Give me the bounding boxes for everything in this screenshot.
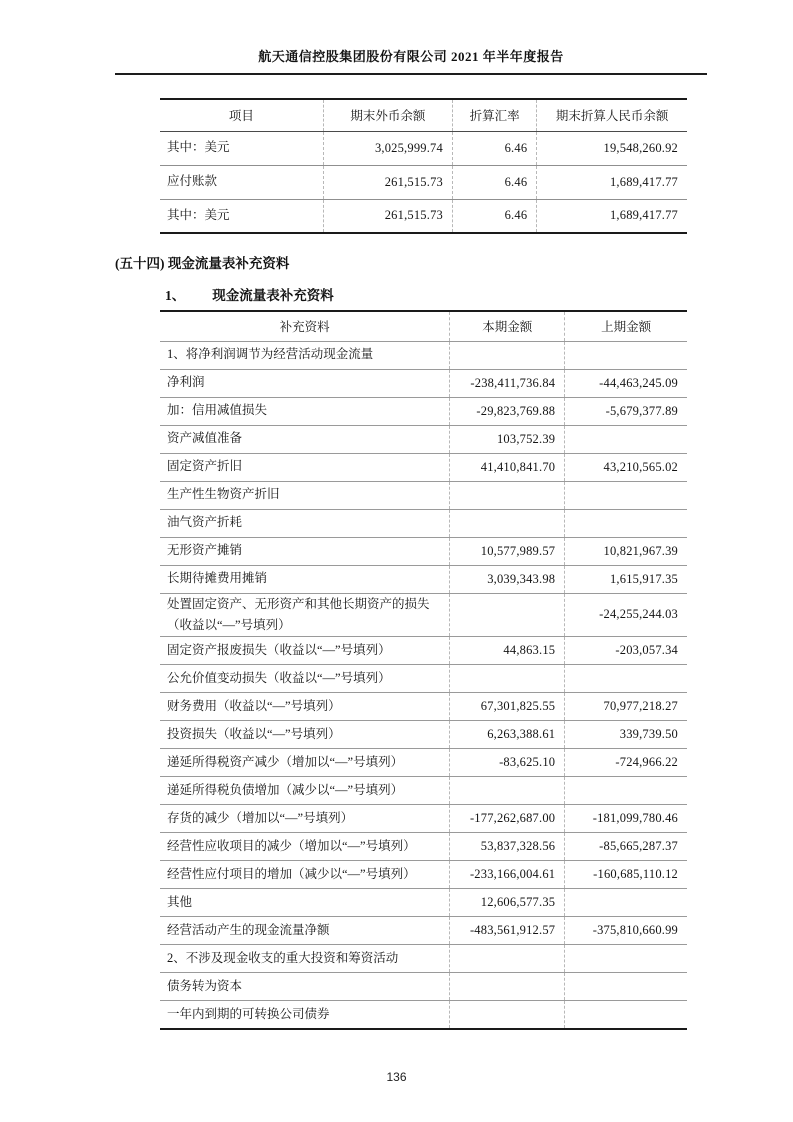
table-row xyxy=(160,777,687,805)
table-row xyxy=(160,665,687,693)
label-cell: 递延所得税负债增加（减少以“—”号填列） xyxy=(160,777,450,805)
foreign-currency-table xyxy=(160,98,687,234)
table-row xyxy=(160,131,687,165)
label-cell: 油气资产折耗 xyxy=(160,509,450,537)
label-cell: 投资损失（收益以“—”号填列） xyxy=(160,721,450,749)
amount-cell xyxy=(450,1001,565,1029)
amount-cell: 261,515.73 xyxy=(323,199,452,233)
amount-cell xyxy=(565,509,687,537)
amount-cell xyxy=(565,777,687,805)
label-cell: 无形资产摊销 xyxy=(160,537,450,565)
table-row xyxy=(160,917,687,945)
amount-cell: 103,752.39 xyxy=(450,425,565,453)
label-cell: 财务费用（收益以“—”号填列） xyxy=(160,693,450,721)
label-cell: 净利润 xyxy=(160,369,450,397)
label-cell: 债务转为资本 xyxy=(160,973,450,1001)
table-row xyxy=(160,805,687,833)
label-cell: 经营性应收项目的减少（增加以“—”号填列） xyxy=(160,833,450,861)
amount-cell: -24,255,244.03 xyxy=(565,593,687,637)
label-cell: 资产减值准备 xyxy=(160,425,450,453)
amount-cell xyxy=(450,777,565,805)
table-row xyxy=(160,199,687,233)
sub-section-number: 1、 xyxy=(165,288,186,303)
label-cell: 固定资产折旧 xyxy=(160,453,450,481)
amount-cell: -160,685,110.12 xyxy=(565,861,687,889)
table-row xyxy=(160,637,687,665)
table-row xyxy=(160,889,687,917)
amount-cell: 41,410,841.70 xyxy=(450,453,565,481)
amount-cell: -85,665,287.37 xyxy=(565,833,687,861)
label-cell: 生产性生物资产折旧 xyxy=(160,481,450,509)
amount-cell xyxy=(450,945,565,973)
amount-cell xyxy=(565,1001,687,1029)
amount-cell xyxy=(565,973,687,1001)
label-cell: 应付账款 xyxy=(160,165,323,199)
column-header-rmb-balance: 期末折算人民币余额 xyxy=(537,99,687,131)
sub-section-heading xyxy=(165,284,793,304)
amount-cell xyxy=(565,341,687,369)
column-header-supplement-info: 补充资料 xyxy=(160,311,450,341)
column-header-foreign-balance: 期末外币余额 xyxy=(323,99,452,131)
column-header-current-period: 本期金额 xyxy=(450,311,565,341)
table-row xyxy=(160,833,687,861)
table-row xyxy=(160,481,687,509)
amount-cell: -238,411,736.84 xyxy=(450,369,565,397)
amount-cell: 6.46 xyxy=(452,199,536,233)
table-row xyxy=(160,565,687,593)
amount-cell: -181,099,780.46 xyxy=(565,805,687,833)
table-row xyxy=(160,453,687,481)
amount-cell xyxy=(450,341,565,369)
table-header-row xyxy=(160,311,687,341)
table-row xyxy=(160,749,687,777)
amount-cell xyxy=(450,481,565,509)
amount-cell xyxy=(450,509,565,537)
label-cell: 一年内到期的可转换公司债券 xyxy=(160,1001,450,1029)
table-row xyxy=(160,397,687,425)
label-cell: 2、不涉及现金收支的重大投资和筹资活动 xyxy=(160,945,450,973)
column-header-item: 项目 xyxy=(160,99,323,131)
label-cell: 经营活动产生的现金流量净额 xyxy=(160,917,450,945)
amount-cell: -375,810,660.99 xyxy=(565,917,687,945)
label-cell: 1、将净利润调节为经营活动现金流量 xyxy=(167,347,374,362)
amount-cell: -483,561,912.57 xyxy=(450,917,565,945)
label-cell: 其他 xyxy=(160,889,450,917)
amount-cell: -724,966.22 xyxy=(565,749,687,777)
amount-cell: -5,679,377.89 xyxy=(565,397,687,425)
amount-cell: 19,548,260.92 xyxy=(537,131,687,165)
amount-cell: 10,577,989.57 xyxy=(450,537,565,565)
sub-section-title: 现金流量表补充资料 xyxy=(212,288,334,303)
column-header-exchange-rate: 折算汇率 xyxy=(452,99,536,131)
amount-cell xyxy=(565,889,687,917)
label-cell: 公允价值变动损失（收益以“—”号填列） xyxy=(160,665,450,693)
label-cell: 递延所得税资产减少（增加以“—”号填列） xyxy=(160,749,450,777)
table-row xyxy=(160,341,687,369)
label-cell: 固定资产报废损失（收益以“—”号填列） xyxy=(160,637,450,665)
amount-cell: 70,977,218.27 xyxy=(565,693,687,721)
amount-cell xyxy=(450,973,565,1001)
label-cell: 经营性应付项目的增加（减少以“—”号填列） xyxy=(160,861,450,889)
table-row xyxy=(160,537,687,565)
amount-cell: 6.46 xyxy=(452,165,536,199)
table-row xyxy=(160,369,687,397)
table-row xyxy=(160,973,687,1001)
table-row xyxy=(160,425,687,453)
amount-cell: 3,025,999.74 xyxy=(323,131,452,165)
amount-cell: -29,823,769.88 xyxy=(450,397,565,425)
label-cell: 加：信用减值损失 xyxy=(160,397,450,425)
amount-cell xyxy=(565,425,687,453)
section-heading: (五十四) 现金流量表补充资料 xyxy=(115,256,290,271)
amount-cell: 6.46 xyxy=(452,131,536,165)
table-row xyxy=(160,945,687,973)
amount-cell: -177,262,687.00 xyxy=(450,805,565,833)
amount-cell: 261,515.73 xyxy=(323,165,452,199)
amount-cell xyxy=(565,481,687,509)
label-cell: 长期待摊费用摊销 xyxy=(160,565,450,593)
amount-cell xyxy=(565,665,687,693)
amount-cell xyxy=(450,665,565,693)
label-cell: 存货的减少（增加以“—”号填列） xyxy=(160,805,450,833)
amount-cell xyxy=(450,593,565,637)
amount-cell: -44,463,245.09 xyxy=(565,369,687,397)
table-row xyxy=(160,593,687,637)
amount-cell: 1,615,917.35 xyxy=(565,565,687,593)
amount-cell: 6,263,388.61 xyxy=(450,721,565,749)
table-header-row xyxy=(160,99,687,131)
label-cell: 处置固定资产、无形资产和其他长期资产的损失（收益以“—”号填列） xyxy=(160,593,450,637)
amount-cell: 44,863.15 xyxy=(450,637,565,665)
table-row xyxy=(160,509,687,537)
amount-cell: 10,821,967.39 xyxy=(565,537,687,565)
cash-flow-supplement-table xyxy=(160,310,687,1030)
label-cell: 其中：美元 xyxy=(167,140,230,155)
table-row xyxy=(160,693,687,721)
amount-cell: 1,689,417.77 xyxy=(537,199,687,233)
amount-cell: 53,837,328.56 xyxy=(450,833,565,861)
amount-cell: -203,057.34 xyxy=(565,637,687,665)
table-row xyxy=(160,165,687,199)
table-row xyxy=(160,1001,687,1029)
report-header-title: 航天通信控股集团股份有限公司 2021 年半年度报告 xyxy=(115,46,707,75)
amount-cell xyxy=(565,945,687,973)
amount-cell: 1,689,417.77 xyxy=(537,165,687,199)
amount-cell: 67,301,825.55 xyxy=(450,693,565,721)
page-number: 136 xyxy=(386,1070,407,1084)
amount-cell: -83,625.10 xyxy=(450,749,565,777)
amount-cell: -233,166,004.61 xyxy=(450,861,565,889)
label-cell: 其中：美元 xyxy=(160,199,323,233)
amount-cell: 339,739.50 xyxy=(565,721,687,749)
column-header-prior-period: 上期金额 xyxy=(565,311,687,341)
amount-cell: 43,210,565.02 xyxy=(565,453,687,481)
table-row xyxy=(160,721,687,749)
amount-cell: 12,606,577.35 xyxy=(450,889,565,917)
table-row xyxy=(160,861,687,889)
amount-cell: 3,039,343.98 xyxy=(450,565,565,593)
